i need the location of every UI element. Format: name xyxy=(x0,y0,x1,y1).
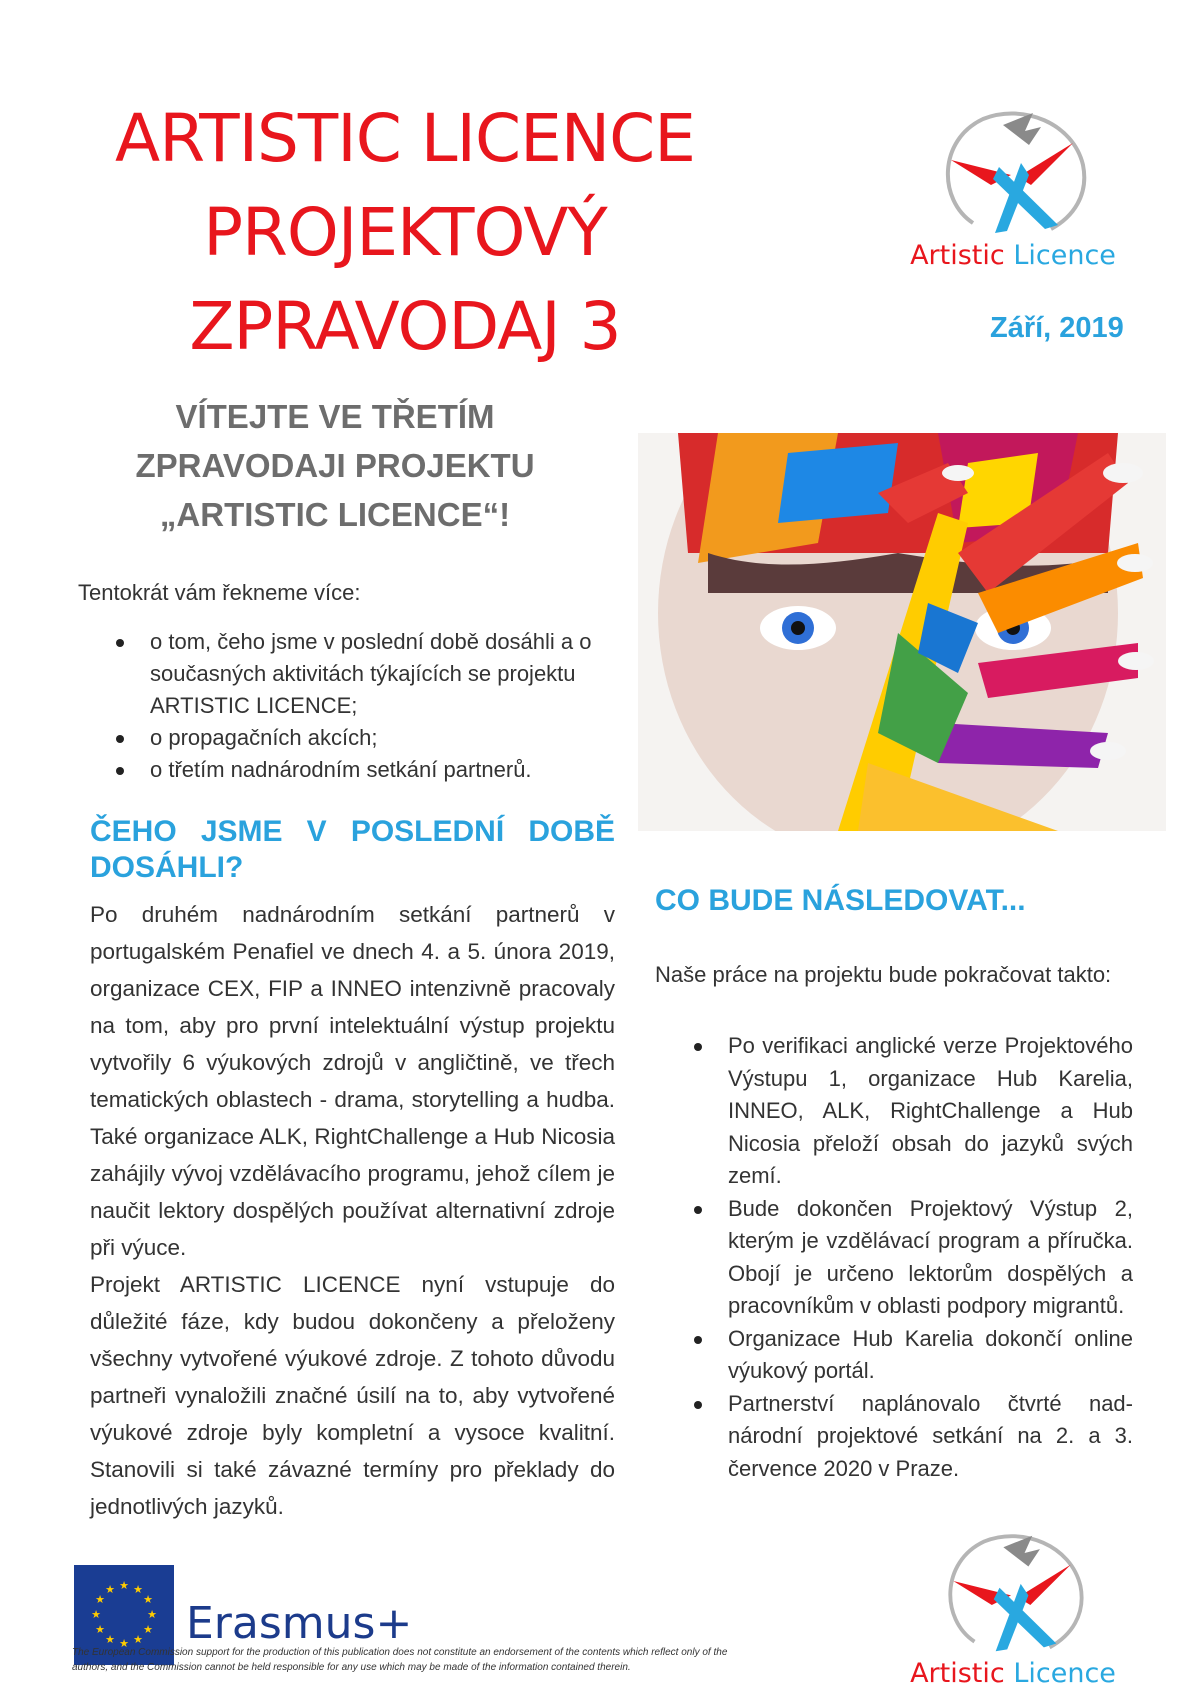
artistic-licence-logo-icon xyxy=(933,105,1093,240)
logo-wordmark xyxy=(903,240,1123,271)
painted-face-photo xyxy=(638,433,1166,831)
title-line: ZPRAVODAJ 3 xyxy=(189,288,621,365)
artistic-licence-logo-bottom xyxy=(903,1528,1123,1689)
painted-face-image xyxy=(638,433,1166,831)
paragraph: Po druhém nadnárodním setkání partnerů v portugalském Penafiel ve dnech 4. a 5. února 2019, organizace CEX, FIP a INNEO intenzivně pracovaly na tom, aby pro první intelektuální výstup projektu vytvořily 6 výukových zdrojů v angličtině, ve třech tematických oblastech - drama, storytelling a hudba. Také organizace ALK, RightChallenge a Hub Nicosia zahájily vývoj vzdělávacího programu, jehož cílem je naučit lektory dospělých používat alternativní zdroje při výuce. xyxy=(90,902,615,1260)
welcome-line: VÍTEJTE VE TŘETÍM xyxy=(175,398,495,435)
list-item: o propagačních akcích; xyxy=(150,722,620,754)
title-line: ARTISTIC LICENCE xyxy=(115,100,695,177)
welcome-line: „ARTISTIC LICENCE“! xyxy=(159,496,511,533)
artistic-licence-logo-icon xyxy=(933,1528,1093,1658)
next-steps-heading: CO BUDE NÁSLEDOVAT... xyxy=(655,884,1026,917)
svg-text:★: ★ xyxy=(105,1583,115,1596)
logo-word: Licence xyxy=(1013,1658,1116,1689)
list-item: Po verifikaci anglické verze Projektového Výstupu 1, organizace Hub Karelia, INNEO, ALK, RightChallenge a Hub Nicosia přeloží obsah do jazyků svých zemí. xyxy=(728,1030,1133,1193)
logo-word: Artistic xyxy=(910,240,1005,271)
disclaimer-line: authors, and the Commission cannot be held responsible for any use which may be made of the information contained therein. xyxy=(72,1662,631,1673)
next-steps-list xyxy=(728,1030,1133,1485)
erasmus-logo-text: Erasmus+ xyxy=(186,1598,413,1649)
svg-text:★: ★ xyxy=(143,1593,153,1606)
achievements-body xyxy=(90,896,615,1525)
achievements-heading: ČEHO JSME V POSLEDNÍ DOBĚ DOSÁHLI? xyxy=(90,815,615,884)
svg-text:★: ★ xyxy=(143,1623,153,1636)
svg-text:★: ★ xyxy=(95,1593,105,1606)
list-item: Bude dokončen Projektový Výstup 2, kterým je vzdělávací program a příručka. Obojí je určeno lektorům dospělých a pracovníkům v oblasti podpory migrantů. xyxy=(728,1193,1133,1323)
paragraph: Projekt ARTISTIC LICENCE nyní vstupuje do důležité fáze, kdy budou dokončeny a přeloženy všechny vytvořené výukové zdroje. Z tohoto důvodu partneři vynaložili značné úsilí na to, aby vytvořené výukové zdroje byly kompletní a vysoce kvalitní. Stanovili si také závazné termíny pro překlady do jednotlivých jazyků. xyxy=(90,1272,615,1519)
artistic-licence-logo-top xyxy=(903,105,1123,271)
svg-text:★: ★ xyxy=(119,1637,129,1650)
disclaimer-line: The European Commission support for the production of this publication does not constitute an endorsement of the contents which reflect only of the xyxy=(72,1647,728,1658)
list-item: Organizace Hub Karelia dokončí online výukový portál. xyxy=(728,1323,1133,1388)
intro-lead: Tentokrát vám řekneme více: xyxy=(78,580,361,605)
list-item: Partnerství naplánovalo čtvrté nad-národní projektové setkání na 2. a 3. července 2020 v Praze. xyxy=(728,1388,1133,1486)
welcome-heading xyxy=(100,392,570,539)
svg-text:★: ★ xyxy=(119,1579,129,1592)
next-steps-lead: Naše práce na projektu bude pokračovat takto: xyxy=(655,962,1112,987)
svg-text:★: ★ xyxy=(133,1633,143,1646)
issue-date: Září, 2019 xyxy=(990,312,1124,344)
newsletter-title xyxy=(60,92,750,374)
logo-wordmark xyxy=(903,1658,1123,1689)
logo-word: Artistic xyxy=(910,1658,1005,1689)
svg-text:★: ★ xyxy=(95,1623,105,1636)
svg-text:★: ★ xyxy=(105,1633,115,1646)
svg-text:★: ★ xyxy=(147,1608,157,1621)
logo-word: Licence xyxy=(1013,240,1116,271)
list-item: o třetím nadnárodním setkání partnerů. xyxy=(150,754,620,786)
intro-list xyxy=(150,626,620,786)
list-item: o tom, čeho jsme v poslední době dosáhli a o současných aktivitách týkajících se projektu ARTISTIC LICENCE; xyxy=(150,626,620,722)
svg-text:★: ★ xyxy=(91,1608,101,1621)
eu-disclaimer xyxy=(72,1645,812,1675)
svg-text:★: ★ xyxy=(133,1583,143,1596)
welcome-line: ZPRAVODAJI PROJEKTU xyxy=(135,447,535,484)
title-line: PROJEKTOVÝ xyxy=(203,194,607,271)
